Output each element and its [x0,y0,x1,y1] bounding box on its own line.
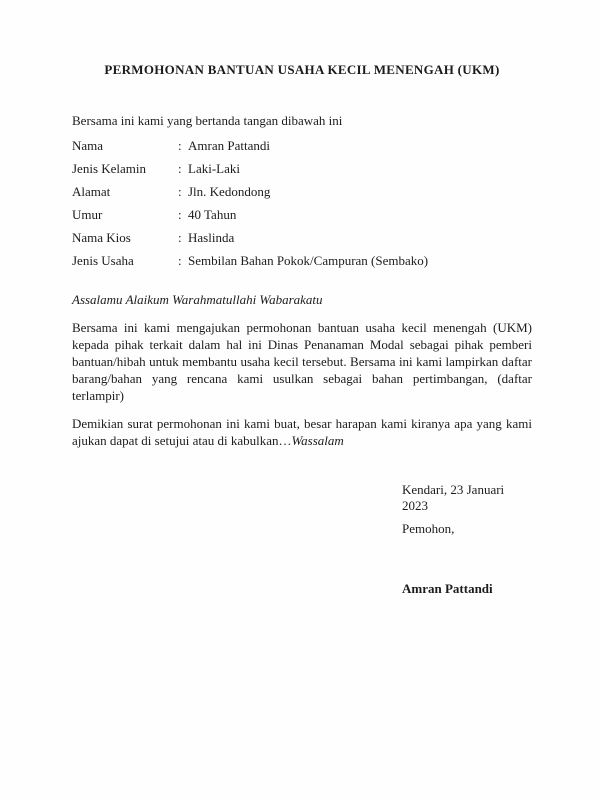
field-label: Jenis Kelamin [72,161,147,176]
field-row-jenis-usaha [72,253,532,276]
body-paragraph-1: Bersama ini kami mengajukan permohonan bantuan usaha kecil menengah (UKM) kepada pihak terkait dalam hal ini Dinas Penanaman Modal sebagai pihak pemberi bantuan/hibah untuk membantu usaha kecil tersebut. Bersama ini kami lampirkan daftar barang/bahan yang rencana kami usulkan sebagai bahan pertimbangan, (daftar terlampir) [72,320,532,403]
field-separator: : [178,161,182,176]
islamic-salutation: Assalamu Alaikum Warahmatullahi Wabarakatu [72,292,323,307]
field-value: Haslinda [188,230,235,245]
field-label: Umur [72,207,103,222]
applicant-signature-name: Amran Pattandi [402,581,493,596]
field-row-jenis-kelamin [72,161,532,184]
place-and-date: Kendari, 23 Januari 2023 [402,482,505,513]
field-value: Amran Pattandi [188,138,270,153]
field-row-nama-kios [72,230,532,253]
field-row-nama [72,138,532,161]
signature-block [402,482,532,597]
field-separator: : [178,184,182,199]
field-label: Alamat [72,184,111,199]
applicant-fields [72,138,532,276]
field-label: Nama [72,138,104,153]
field-value: Jln. Kedondong [188,184,271,199]
field-label: Jenis Usaha [72,253,134,268]
field-value: 40 Tahun [188,207,237,222]
field-separator: : [178,253,182,268]
intro-line: Bersama ini kami yang bertanda tangan dibawah ini [72,113,343,128]
field-row-alamat [72,184,532,207]
field-separator: : [178,207,182,222]
closing-wassalam: Wassalam [291,433,344,448]
field-value: Laki-Laki [188,161,240,176]
document-title: PERMOHONAN BANTUAN USAHA KECIL MENENGAH (UKM) [104,62,500,77]
closing-paragraph-text: Demikian surat permohonan ini kami buat, besar harapan kami kiranya apa yang kami ajukan dapat di setujui atau di kabulkan… [72,416,532,448]
field-value: Sembilan Bahan Pokok/Campuran (Sembako) [188,253,429,268]
body-paragraph-2 [72,415,532,449]
field-label: Nama Kios [72,230,131,245]
applicant-label: Pemohon, [402,521,455,536]
field-separator: : [178,138,182,153]
field-row-umur [72,207,532,230]
field-separator: : [178,230,182,245]
